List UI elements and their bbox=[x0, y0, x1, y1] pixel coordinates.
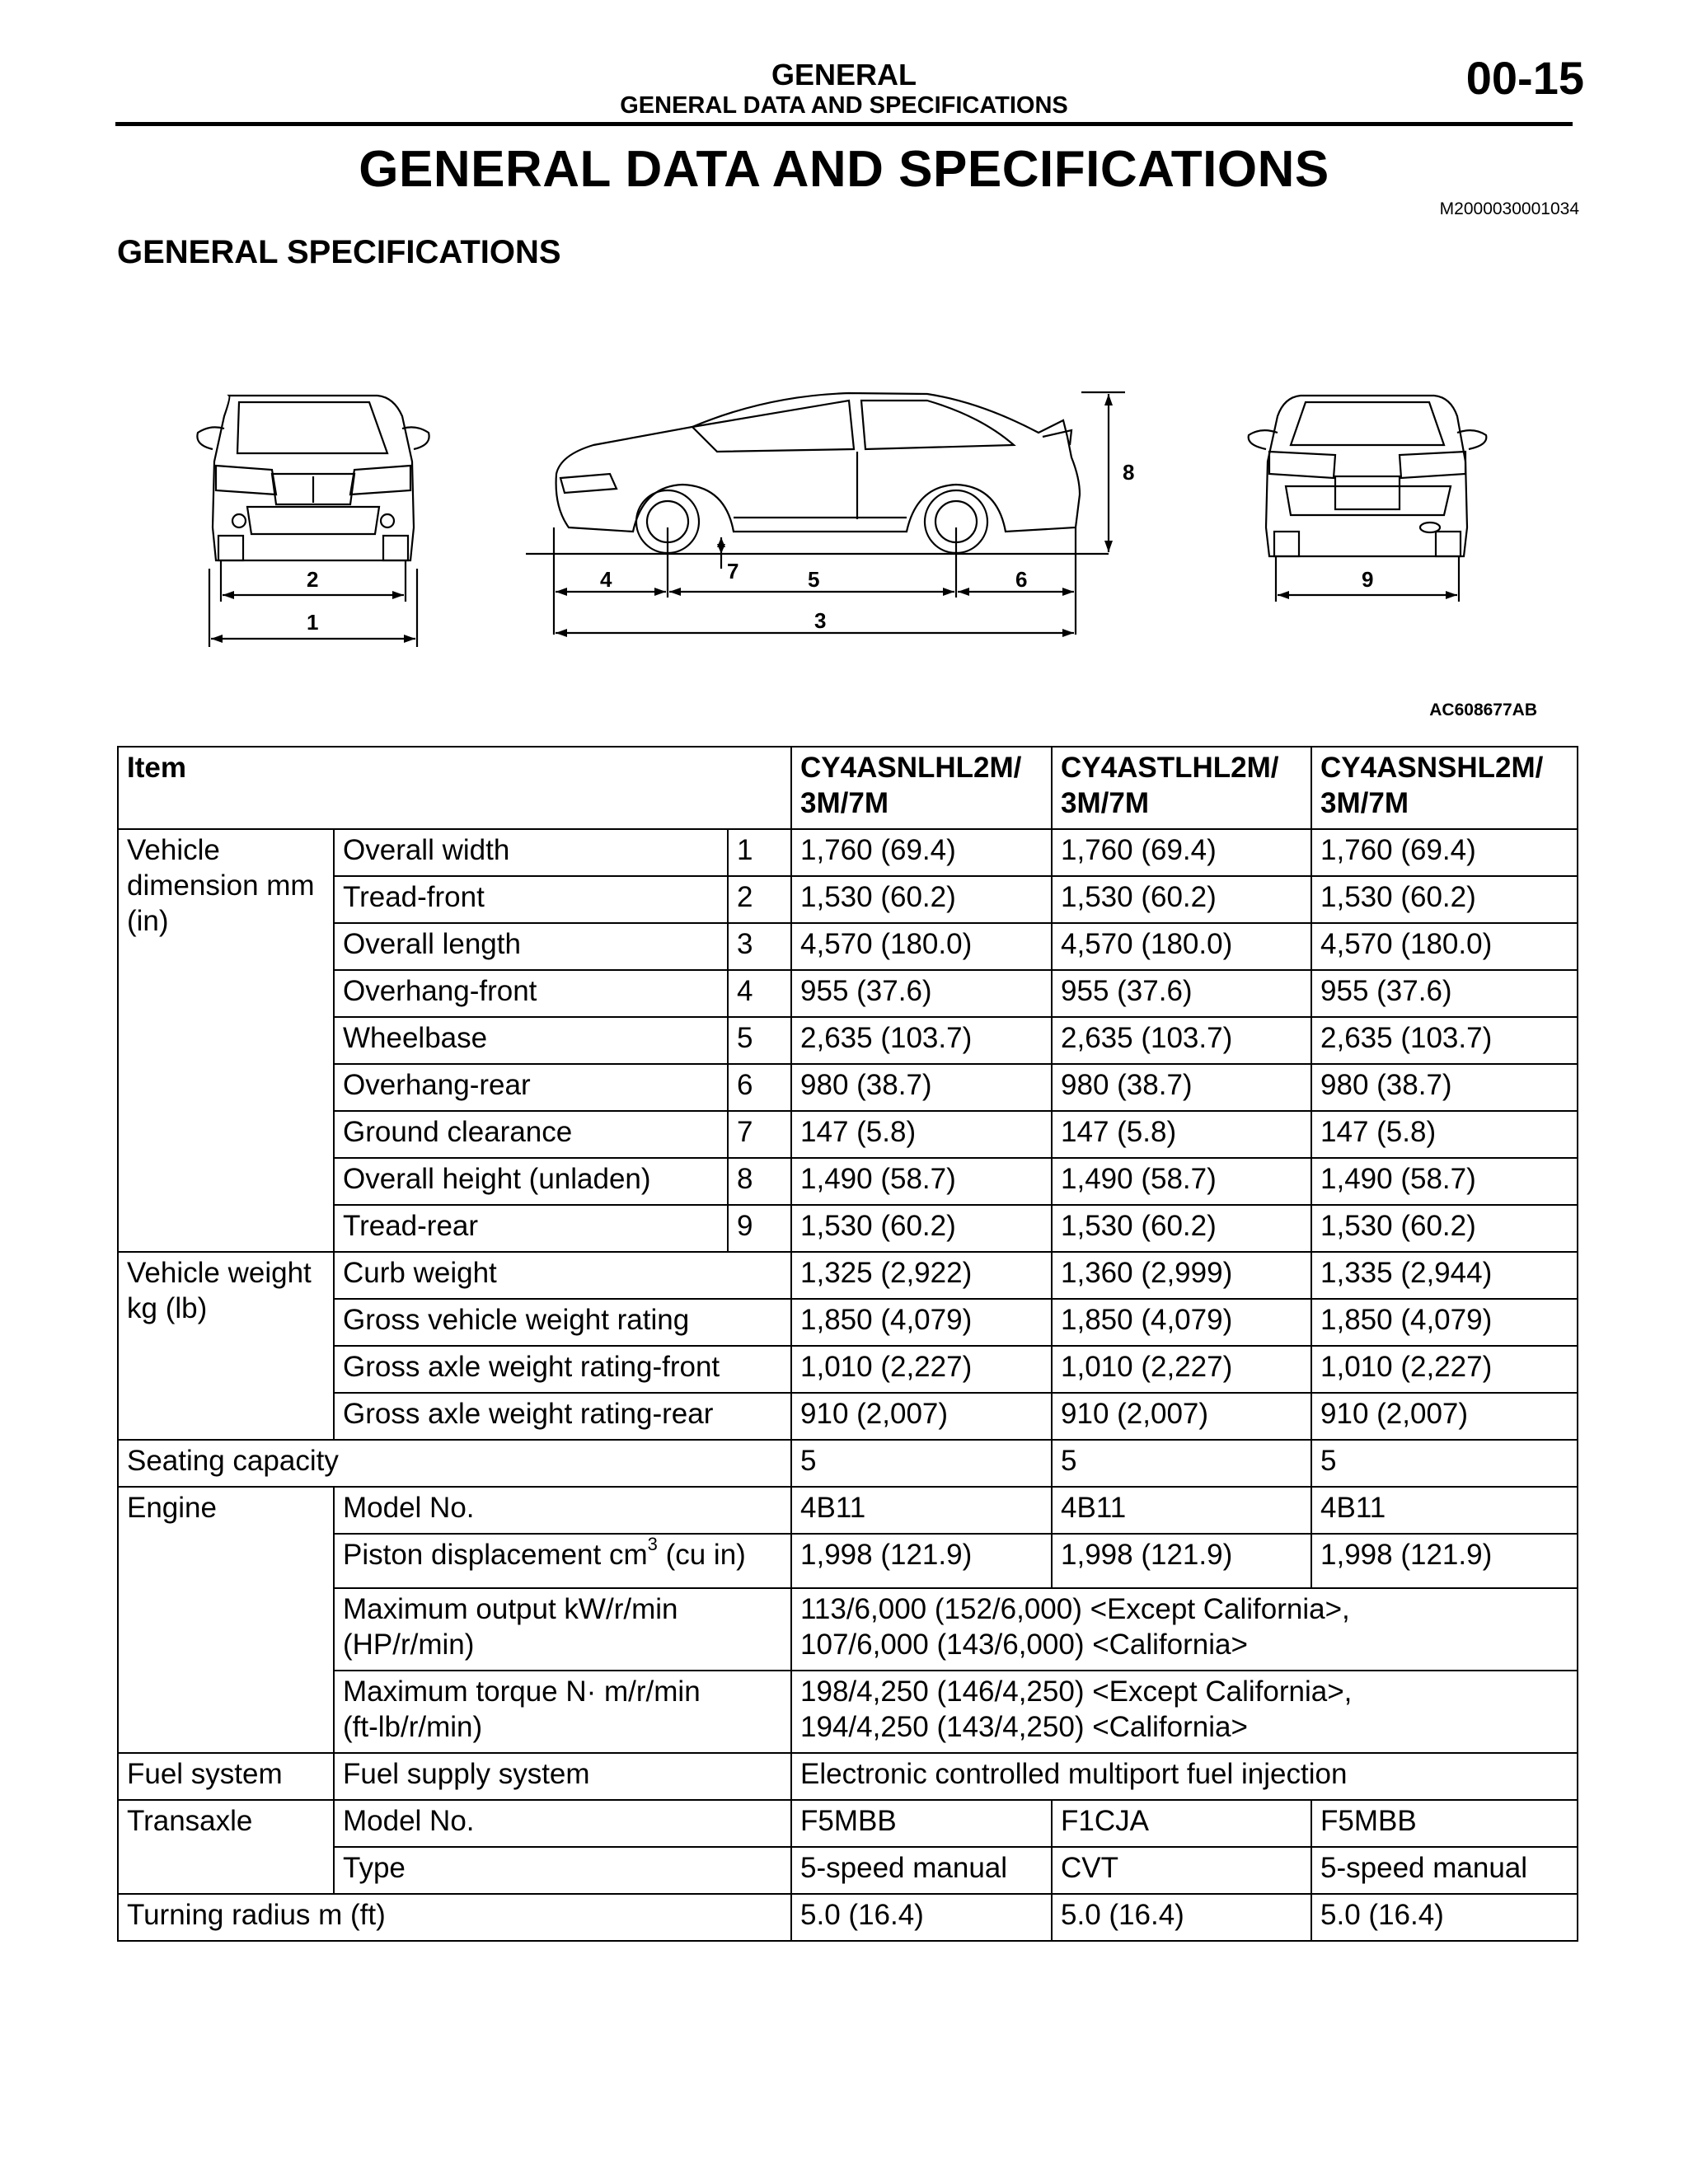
header-rule bbox=[115, 122, 1573, 126]
row-label: Fuel supply system bbox=[334, 1753, 791, 1800]
table-row bbox=[118, 1111, 1578, 1158]
cell-value: 4,570 (180.0) bbox=[1052, 923, 1311, 970]
dim-label-3: 3 bbox=[814, 608, 827, 633]
cell-value: 5 bbox=[1311, 1440, 1578, 1487]
side-view-car bbox=[556, 393, 1080, 553]
table-row bbox=[118, 829, 1578, 876]
cell-value: 5.0 (16.4) bbox=[1052, 1894, 1311, 1941]
cell-value: 1,850 (4,079) bbox=[791, 1299, 1052, 1346]
cell-value: F5MBB bbox=[1311, 1800, 1578, 1847]
cell-value: 1,530 (60.2) bbox=[791, 876, 1052, 923]
cell-value: 5 bbox=[791, 1440, 1052, 1487]
header-item: Item bbox=[118, 747, 791, 829]
row-number: 9 bbox=[728, 1205, 791, 1252]
group-seating-capacity: Seating capacity bbox=[118, 1440, 791, 1487]
dim-label-6: 6 bbox=[1015, 567, 1028, 592]
table-row bbox=[118, 970, 1578, 1017]
table-row bbox=[118, 1064, 1578, 1111]
row-number: 1 bbox=[728, 829, 791, 876]
row-label: Model No. bbox=[334, 1800, 791, 1847]
cell-value: F5MBB bbox=[791, 1800, 1052, 1847]
cell-value: 1,335 (2,944) bbox=[1311, 1252, 1578, 1299]
group-engine: Engine bbox=[118, 1487, 334, 1753]
document-code: M2000030001034 bbox=[1439, 199, 1579, 218]
row-number: 4 bbox=[728, 970, 791, 1017]
row-label: Type bbox=[334, 1847, 791, 1894]
table-row bbox=[118, 876, 1578, 923]
cell-value: 1,530 (60.2) bbox=[1052, 876, 1311, 923]
row-label: Curb weight bbox=[334, 1252, 791, 1299]
vehicle-dimension-diagram bbox=[0, 346, 1688, 692]
cell-value: 4,570 (180.0) bbox=[1311, 923, 1578, 970]
cell-value: F1CJA bbox=[1052, 1800, 1311, 1847]
cell-value: 1,998 (121.9) bbox=[1311, 1534, 1578, 1588]
cell-value: 5 bbox=[1052, 1440, 1311, 1487]
row-number: 3 bbox=[728, 923, 791, 970]
cell-value: 910 (2,007) bbox=[791, 1393, 1052, 1440]
header-section: GENERAL bbox=[771, 58, 917, 91]
dim-label-8: 8 bbox=[1123, 460, 1135, 485]
cell-value: 1,490 (58.7) bbox=[1311, 1158, 1578, 1205]
cell-value: 1,490 (58.7) bbox=[791, 1158, 1052, 1205]
cell-value: 955 (37.6) bbox=[1052, 970, 1311, 1017]
group-fuel-system: Fuel system bbox=[118, 1753, 334, 1800]
cell-value: 2,635 (103.7) bbox=[791, 1017, 1052, 1064]
cell-value: 980 (38.7) bbox=[1311, 1064, 1578, 1111]
cell-value: 4B11 bbox=[1311, 1487, 1578, 1534]
header-model-1: CY4ASNLHL2M/ 3M/7M bbox=[791, 747, 1052, 829]
row-label: Gross vehicle weight rating bbox=[334, 1299, 791, 1346]
cell-value: 147 (5.8) bbox=[791, 1111, 1052, 1158]
cell-value: 1,760 (69.4) bbox=[791, 829, 1052, 876]
row-label: Overall height (unladen) bbox=[334, 1158, 728, 1205]
row-label: Overall width bbox=[334, 829, 728, 876]
cell-value: 1,998 (121.9) bbox=[791, 1534, 1052, 1588]
row-number: 8 bbox=[728, 1158, 791, 1205]
cell-value: 2,635 (103.7) bbox=[1311, 1017, 1578, 1064]
dim-label-4: 4 bbox=[600, 567, 612, 592]
cell-value: 4B11 bbox=[791, 1487, 1052, 1534]
row-label: Maximum torque N· m/r/min (ft-lb/r/min) bbox=[334, 1671, 791, 1753]
row-label: Piston displacement $cm^3$ (cu in) bbox=[334, 1534, 791, 1588]
cell-value: 4B11 bbox=[1052, 1487, 1311, 1534]
row-label: Maximum output kW/r/min (HP/r/min) bbox=[334, 1588, 791, 1671]
group-vehicle-dimension: Vehicle dimension mm (in) bbox=[118, 829, 334, 1252]
table-header-row bbox=[118, 747, 1578, 829]
row-label: Ground clearance bbox=[334, 1111, 728, 1158]
cell-value: 5-speed manual bbox=[1311, 1847, 1578, 1894]
row-number: 5 bbox=[728, 1017, 791, 1064]
table-row bbox=[118, 1346, 1578, 1393]
row-label: Overhang-rear bbox=[334, 1064, 728, 1111]
cell-value: 1,360 (2,999) bbox=[1052, 1252, 1311, 1299]
row-label: Tread-rear bbox=[334, 1205, 728, 1252]
cell-value: 910 (2,007) bbox=[1052, 1393, 1311, 1440]
cell-value: 1,760 (69.4) bbox=[1052, 829, 1311, 876]
table-row bbox=[118, 1205, 1578, 1252]
dim-label-9: 9 bbox=[1362, 567, 1374, 592]
cell-value: 1,325 (2,922) bbox=[791, 1252, 1052, 1299]
specifications-table bbox=[117, 746, 1578, 1942]
table-row bbox=[118, 1753, 1578, 1800]
cell-value: 1,010 (2,227) bbox=[1311, 1346, 1578, 1393]
row-label: Wheelbase bbox=[334, 1017, 728, 1064]
group-vehicle-weight: Vehicle weight kg (lb) bbox=[118, 1252, 334, 1440]
cell-value: 1,530 (60.2) bbox=[1052, 1205, 1311, 1252]
row-label: Tread-front bbox=[334, 876, 728, 923]
table-row bbox=[118, 1894, 1578, 1941]
row-label: Model No. bbox=[334, 1487, 791, 1534]
row-label: Gross axle weight rating-front bbox=[334, 1346, 791, 1393]
figure-code: AC608677AB bbox=[1429, 701, 1537, 719]
cell-value: 955 (37.6) bbox=[791, 970, 1052, 1017]
table-row bbox=[118, 923, 1578, 970]
dim-label-5: 5 bbox=[808, 567, 820, 592]
cell-value: 198/4,250 (146/4,250) <Except California>, 194/4,250 (143/4,250) <California> bbox=[791, 1671, 1578, 1753]
cell-value: 4,570 (180.0) bbox=[791, 923, 1052, 970]
page-number: 00-15 bbox=[1465, 52, 1584, 104]
cell-value: 5.0 (16.4) bbox=[1311, 1894, 1578, 1941]
cell-value: CVT bbox=[1052, 1847, 1311, 1894]
dim-label-1: 1 bbox=[307, 610, 319, 635]
dim-label-7: 7 bbox=[727, 559, 739, 583]
cell-value: 1,998 (121.9) bbox=[1052, 1534, 1311, 1588]
rear-view-car bbox=[1249, 396, 1487, 556]
cell-value: 147 (5.8) bbox=[1311, 1111, 1578, 1158]
cell-value: Electronic controlled multiport fuel injection bbox=[791, 1753, 1578, 1800]
table-row bbox=[118, 1800, 1578, 1847]
cell-value: 113/6,000 (152/6,000) <Except California>, 107/6,000 (143/6,000) <California> bbox=[791, 1588, 1578, 1671]
table-row bbox=[118, 1487, 1578, 1534]
cell-value: 1,530 (60.2) bbox=[791, 1205, 1052, 1252]
group-transaxle: Transaxle bbox=[118, 1800, 334, 1894]
cell-value: 5.0 (16.4) bbox=[791, 1894, 1052, 1941]
cell-value: 1,530 (60.2) bbox=[1311, 1205, 1578, 1252]
table-row bbox=[118, 1252, 1578, 1299]
section-title: GENERAL SPECIFICATIONS bbox=[117, 234, 561, 270]
page-title: GENERAL DATA AND SPECIFICATIONS bbox=[359, 141, 1329, 198]
table-row bbox=[118, 1440, 1578, 1487]
table-row bbox=[118, 1017, 1578, 1064]
table-row bbox=[118, 1393, 1578, 1440]
row-number: 7 bbox=[728, 1111, 791, 1158]
table-row bbox=[118, 1847, 1578, 1894]
table-row bbox=[118, 1671, 1578, 1753]
cell-value: 2,635 (103.7) bbox=[1052, 1017, 1311, 1064]
cell-value: 980 (38.7) bbox=[791, 1064, 1052, 1111]
row-number: 2 bbox=[728, 876, 791, 923]
front-view-car bbox=[197, 396, 429, 560]
cell-value: 1,850 (4,079) bbox=[1311, 1299, 1578, 1346]
cell-value: 980 (38.7) bbox=[1052, 1064, 1311, 1111]
row-label: Overall length bbox=[334, 923, 728, 970]
row-label: Gross axle weight rating-rear bbox=[334, 1393, 791, 1440]
header-model-3: CY4ASNSHL2M/ 3M/7M bbox=[1311, 747, 1578, 829]
dim-label-2: 2 bbox=[307, 567, 319, 592]
cell-value: 910 (2,007) bbox=[1311, 1393, 1578, 1440]
table-row bbox=[118, 1534, 1578, 1588]
cell-value: 5-speed manual bbox=[791, 1847, 1052, 1894]
cell-value: 1,010 (2,227) bbox=[1052, 1346, 1311, 1393]
table-row bbox=[118, 1299, 1578, 1346]
cell-value: 147 (5.8) bbox=[1052, 1111, 1311, 1158]
row-label: Overhang-front bbox=[334, 970, 728, 1017]
table-row bbox=[118, 1588, 1578, 1671]
header-subsection: GENERAL DATA AND SPECIFICATIONS bbox=[620, 92, 1068, 119]
cell-value: 1,490 (58.7) bbox=[1052, 1158, 1311, 1205]
cell-value: 1,760 (69.4) bbox=[1311, 829, 1578, 876]
cell-value: 1,010 (2,227) bbox=[791, 1346, 1052, 1393]
table-row bbox=[118, 1158, 1578, 1205]
header-model-2: CY4ASTLHL2M/ 3M/7M bbox=[1052, 747, 1311, 829]
row-number: 6 bbox=[728, 1064, 791, 1111]
cell-value: 1,850 (4,079) bbox=[1052, 1299, 1311, 1346]
cell-value: 955 (37.6) bbox=[1311, 970, 1578, 1017]
group-turning-radius: Turning radius m (ft) bbox=[118, 1894, 791, 1941]
cell-value: 1,530 (60.2) bbox=[1311, 876, 1578, 923]
